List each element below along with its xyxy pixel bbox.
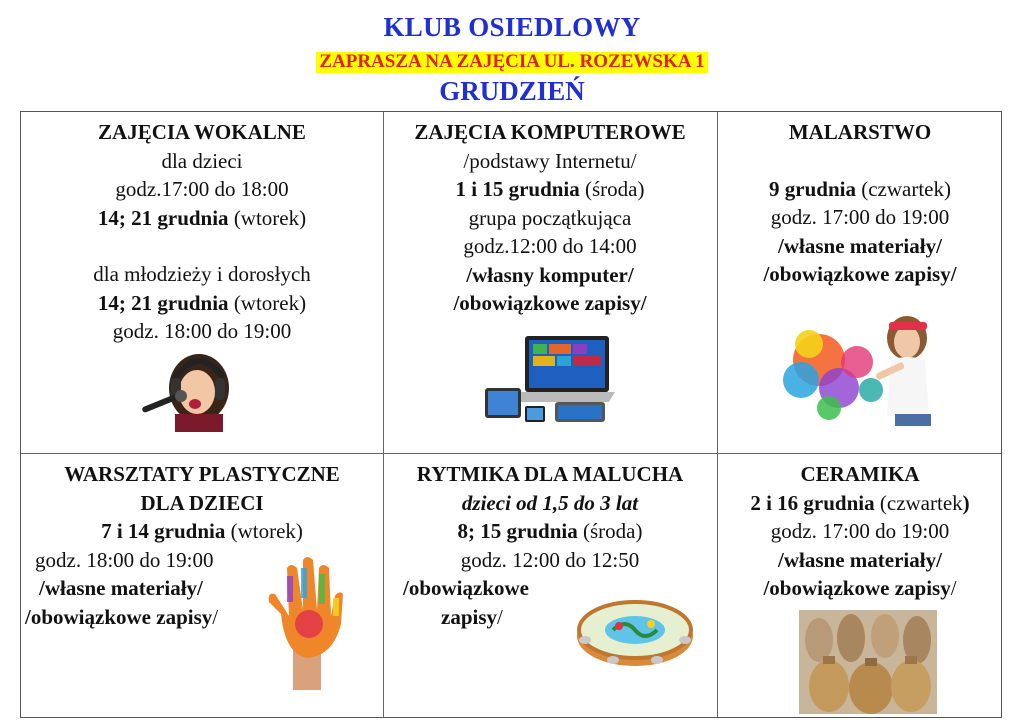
singer-image xyxy=(135,348,247,432)
text-line: /własne materiały/ xyxy=(778,547,942,572)
text-line: /obowiązkowe zapisy/ xyxy=(453,291,647,315)
divider xyxy=(21,453,1001,454)
text-line xyxy=(383,517,717,546)
date-bold: 14; 21 grudnia xyxy=(97,205,229,230)
tambourine-image xyxy=(573,590,697,670)
devices-image xyxy=(485,332,615,424)
text-line: godz.17:00 do 18:00 xyxy=(115,177,289,201)
text-bold: /obowiązkowe zapisy xyxy=(25,604,213,629)
text-normal: / xyxy=(497,604,503,629)
cell-ceramika xyxy=(717,460,1003,603)
text-normal: / xyxy=(950,576,957,600)
schedule-grid xyxy=(20,111,1002,718)
text-line: /własne materiały/ xyxy=(39,576,203,600)
text-line: godz. 18:00 do 19:00 xyxy=(112,319,292,343)
text-line: godz. 17:00 do 19:00 xyxy=(770,519,950,543)
cell-title: MALARSTWO xyxy=(788,120,932,144)
text-line: /własny komputer/ xyxy=(466,262,634,287)
date-bold: 14; 21 grudnia xyxy=(97,290,229,315)
cell-title: ZAJĘCIA WOKALNE xyxy=(98,120,306,144)
text-line: grupa początkująca xyxy=(468,205,632,230)
cell-wokalne xyxy=(21,118,383,346)
text-line: godz. 17:00 do 19:00 xyxy=(770,205,950,229)
text-line: dla młodzieży i dorosłych xyxy=(93,262,311,286)
weekday: (czwartek xyxy=(874,490,963,515)
subtitle-highlight: ZAPRASZA NA ZAJĘCIA UL. ROZEWSKA 1 xyxy=(316,52,707,73)
text-bold: zapisy xyxy=(441,604,498,629)
cell-komputerowe xyxy=(383,118,717,318)
date-bold: 9 grudnia xyxy=(769,176,856,201)
weekday: (wtorek) xyxy=(228,205,307,230)
text-line: godz.12:00 do 14:00 xyxy=(463,234,637,258)
text-bold: /obowiązkowe zapisy xyxy=(763,576,951,600)
month-title: GRUDZIEŃ xyxy=(439,76,585,106)
date-bold: 8; 15 grudnia xyxy=(457,519,578,543)
text-line xyxy=(21,517,383,546)
cell-title: DLA DZIECI xyxy=(140,490,264,515)
weekday: (środa) xyxy=(579,177,645,201)
date-bold: 7 i 14 grudnia xyxy=(101,519,226,543)
text-line xyxy=(21,204,383,233)
cell-title: WARSZTATY PLASTYCZNE xyxy=(64,462,340,486)
cell-malarstwo xyxy=(717,118,1003,289)
weekday: (wtorek) xyxy=(228,290,307,315)
cell-title: CERAMIKA xyxy=(800,462,920,486)
painter-image xyxy=(779,308,949,426)
text-line: /obowiązkowe xyxy=(403,576,529,600)
text-bold: ) xyxy=(962,490,970,515)
cell-title: RYTMIKA DLA MALUCHA xyxy=(416,462,684,486)
date-bold: 2 i 16 grudnia xyxy=(750,490,875,515)
text-line xyxy=(21,289,383,318)
date-bold: 1 i 15 grudnia xyxy=(455,177,580,201)
cell-title: ZAJĘCIA KOMPUTEROWE xyxy=(414,120,686,144)
text-line xyxy=(383,175,717,204)
weekday: (czwartek) xyxy=(855,176,951,201)
weekday: (wtorek) xyxy=(225,519,303,543)
text-line: godz. 18:00 do 19:00 xyxy=(35,547,214,572)
text-normal: / xyxy=(212,604,219,629)
page-title: KLUB OSIEDLOWY xyxy=(383,12,641,42)
ceramics-image xyxy=(799,610,937,714)
text-line: /obowiązkowe zapisy/ xyxy=(763,262,957,286)
text-line: /podstawy Internetu/ xyxy=(463,148,637,173)
text-line: dla dzieci xyxy=(161,148,243,173)
text-line xyxy=(717,175,1003,204)
text-line xyxy=(717,489,1003,518)
weekday: (środa) xyxy=(577,519,643,543)
subtitle-wrap xyxy=(0,52,1024,73)
text-line: godz. 12:00 do 12:50 xyxy=(460,547,640,572)
text-line: dzieci od 1,5 do 3 lat xyxy=(461,490,639,515)
painted-hand-image xyxy=(259,554,363,690)
text-line: /własne materiały/ xyxy=(778,233,942,258)
text-line xyxy=(717,574,1003,603)
